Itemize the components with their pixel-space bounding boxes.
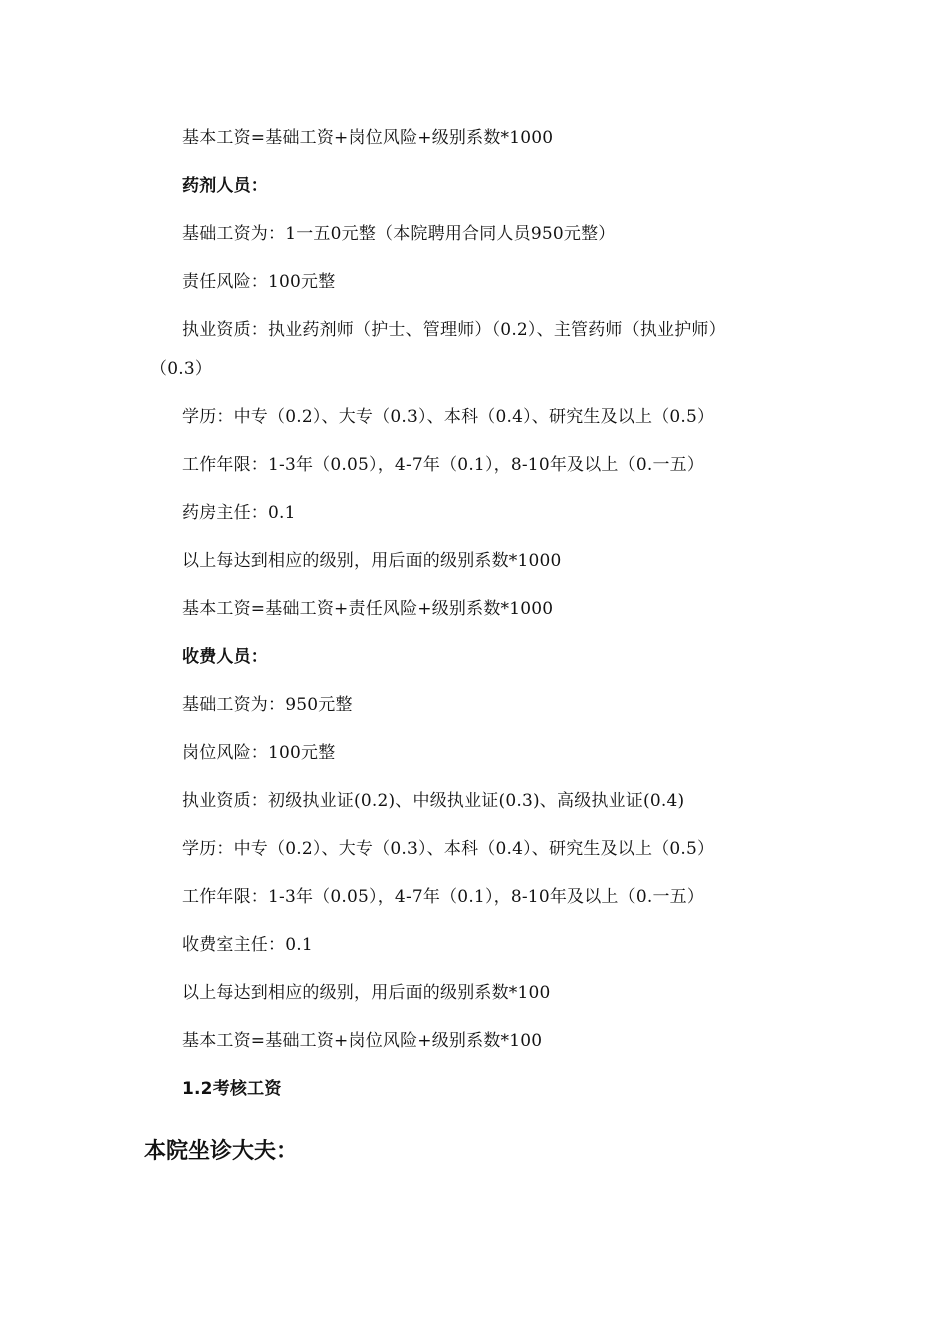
subsection-title-assessment-salary: 1.2考核工资 xyxy=(182,1079,282,1099)
section-title-cashier-staff: 收费人员： xyxy=(182,647,268,667)
cashier-formula: 基本工资=基础工资+岗位风险+级别系数*100 xyxy=(182,1031,543,1051)
cashier-work-years: 工作年限：1-3年（0.05），4-7年（0.1），8-10年及以上（0.一五） xyxy=(182,887,705,907)
cashier-education: 学历：中专（0.2）、大专（0.3）、本科（0.4）、研究生及以上（0.5） xyxy=(182,839,715,859)
pharmacy-level-note: 以上每达到相应的级别，用后面的级别系数*1000 xyxy=(182,551,562,571)
pharmacy-work-years: 工作年限：1-3年（0.05），4-7年（0.1），8-10年及以上（0.一五） xyxy=(182,455,705,475)
cashier-position-risk: 岗位风险：100元整 xyxy=(182,743,336,763)
section-heading-resident-doctors: 本院坐诊大夫： xyxy=(144,1139,299,1164)
cashier-base-salary: 基础工资为：950元整 xyxy=(182,695,353,715)
pharmacy-director: 药房主任：0.1 xyxy=(182,503,296,523)
pharmacy-responsibility-risk: 责任风险：100元整 xyxy=(182,272,336,292)
pharmacy-qualification: 执业资质：执业药剂师（护士、管理师）（0.2）、主管药师（执业护师） xyxy=(182,320,726,340)
pharmacy-education: 学历：中专（0.2）、大专（0.3）、本科（0.4）、研究生及以上（0.5） xyxy=(182,407,715,427)
pharmacy-qualification-continued: （0.3） xyxy=(150,359,213,379)
section-title-pharmacy-staff: 药剂人员： xyxy=(182,176,268,196)
formula-line-medical: 基本工资=基础工资+岗位风险+级别系数*1000 xyxy=(182,128,554,148)
cashier-director: 收费室主任：0.1 xyxy=(182,935,313,955)
pharmacy-formula: 基本工资=基础工资+责任风险+级别系数*1000 xyxy=(182,599,554,619)
cashier-qualification: 执业资质：初级执业证(0.2)、中级执业证(0.3)、高级执业证(0.4) xyxy=(182,791,685,811)
cashier-level-note: 以上每达到相应的级别，用后面的级别系数*100 xyxy=(182,983,551,1003)
pharmacy-base-salary: 基础工资为：1一五0元整（本院聘用合同人员950元整） xyxy=(182,224,616,244)
